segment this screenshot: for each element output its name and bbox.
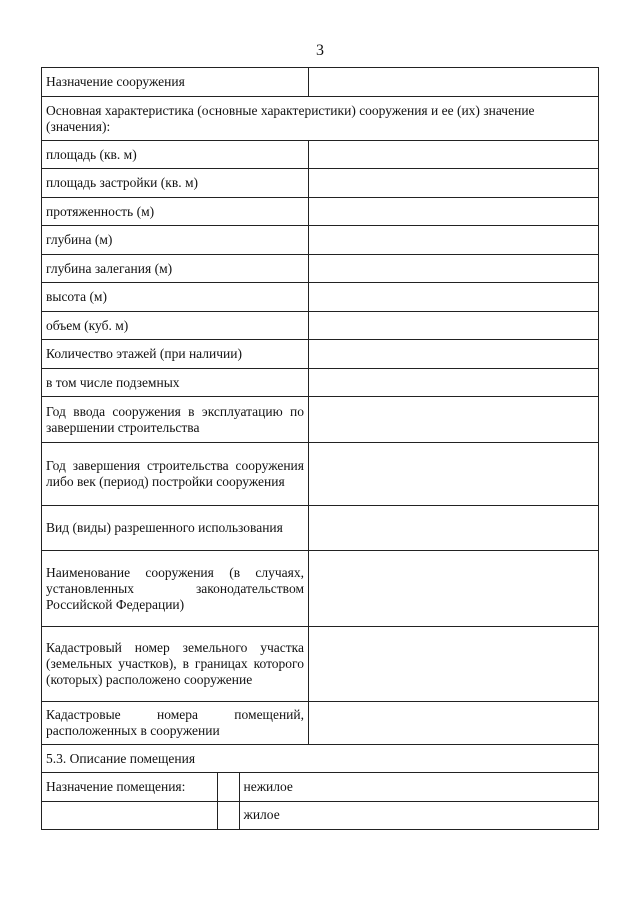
- row-length: [42, 198, 599, 226]
- row-built-area: [42, 169, 599, 198]
- value-underground[interactable]: [309, 369, 599, 397]
- row-commissioning-year: [42, 397, 599, 443]
- premises-purpose-cell: [42, 773, 599, 830]
- row-purpose: [42, 68, 599, 97]
- label-floors: Количество этажей (при наличии): [42, 340, 309, 369]
- value-depth[interactable]: [309, 226, 599, 255]
- label-purpose: Назначение сооружения: [42, 68, 309, 97]
- value-purpose[interactable]: [309, 68, 599, 97]
- value-premises-cadastral[interactable]: [309, 702, 599, 745]
- label-underground: в том числе подземных: [42, 369, 309, 397]
- label-area: площадь (кв. м): [42, 141, 309, 169]
- row-depth: [42, 226, 599, 255]
- label-completion-year: Год завершения строительства сооружения либо век (период) постройки сооружения: [42, 443, 309, 506]
- row-floors: [42, 340, 599, 369]
- label-commissioning-year: Год ввода сооружения в эксплуатацию по завершении строительства: [42, 397, 309, 443]
- label-permitted-use: Вид (виды) разрешенного использования: [42, 506, 309, 551]
- label-depth: глубина (м): [42, 226, 309, 255]
- premises-option-row-nonresidential: [42, 773, 599, 801]
- value-length[interactable]: [309, 198, 599, 226]
- page-number: 3: [316, 42, 324, 59]
- label-main-characteristics: Основная характеристика (основные характеристики) сооружения и ее (их) значение (значения):: [42, 97, 599, 141]
- premises-purpose-label: Назначение помещения:: [42, 773, 217, 801]
- row-main-characteristics: [42, 97, 599, 141]
- option-nonresidential-label: нежилое: [239, 773, 599, 801]
- structure-form-table: [41, 67, 599, 830]
- value-floors[interactable]: [309, 340, 599, 369]
- value-commissioning-year[interactable]: [309, 397, 599, 443]
- section-5-3-title: 5.3. Описание помещения: [42, 745, 599, 773]
- value-built-area[interactable]: [309, 169, 599, 198]
- label-land-cadastral: Кадастровый номер земельного участка (земельных участков), в границах которого (которых) расположено сооружение: [42, 627, 309, 702]
- label-burial-depth: глубина залегания (м): [42, 255, 309, 283]
- row-burial-depth: [42, 255, 599, 283]
- row-name: [42, 551, 599, 627]
- row-completion-year: [42, 443, 599, 506]
- value-permitted-use[interactable]: [309, 506, 599, 551]
- checkbox-nonresidential[interactable]: [217, 773, 239, 801]
- row-height: [42, 283, 599, 312]
- option-residential-label: жилое: [239, 801, 599, 829]
- value-area[interactable]: [309, 141, 599, 169]
- row-underground: [42, 369, 599, 397]
- value-land-cadastral[interactable]: [309, 627, 599, 702]
- value-volume[interactable]: [309, 312, 599, 340]
- row-premises-cadastral: [42, 702, 599, 745]
- label-built-area: площадь застройки (кв. м): [42, 169, 309, 198]
- label-length: протяженность (м): [42, 198, 309, 226]
- label-name: Наименование сооружения (в случаях, установленных законодательством Российской Федерации): [42, 551, 309, 627]
- row-premises-purpose: [42, 773, 599, 830]
- label-premises-cadastral: Кадастровые номера помещений, расположенных в сооружении: [42, 702, 309, 745]
- premises-purpose-table: [42, 773, 599, 829]
- premises-option-row-residential: [42, 801, 599, 829]
- checkbox-residential[interactable]: [217, 801, 239, 829]
- value-burial-depth[interactable]: [309, 255, 599, 283]
- row-land-cadastral: [42, 627, 599, 702]
- premises-purpose-empty: [42, 801, 217, 829]
- label-height: высота (м): [42, 283, 309, 312]
- row-section-5-3: [42, 745, 599, 773]
- label-volume: объем (куб. м): [42, 312, 309, 340]
- value-name[interactable]: [309, 551, 599, 627]
- row-area: [42, 141, 599, 169]
- value-completion-year[interactable]: [309, 443, 599, 506]
- value-height[interactable]: [309, 283, 599, 312]
- row-permitted-use: [42, 506, 599, 551]
- row-volume: [42, 312, 599, 340]
